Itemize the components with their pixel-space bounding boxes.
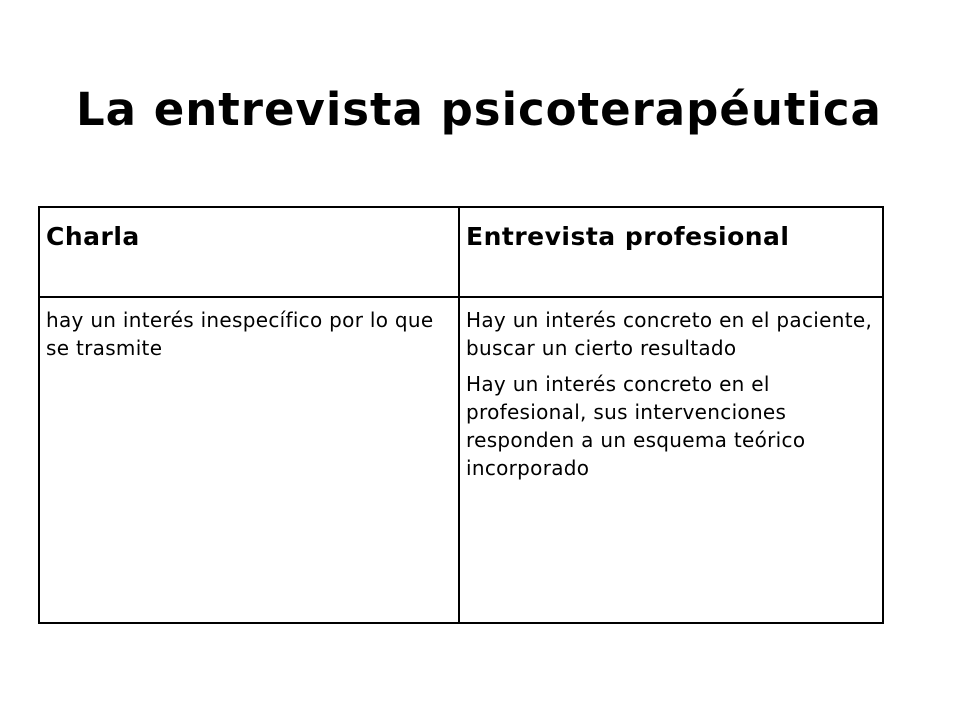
cell-profesional bbox=[459, 297, 883, 623]
table-row bbox=[39, 297, 883, 623]
slide-title: La entrevista psicoterapéutica bbox=[76, 83, 882, 136]
header-cell-charla bbox=[39, 207, 459, 297]
header-label-profesional: Entrevista profesional bbox=[466, 222, 790, 251]
header-cell-profesional bbox=[459, 207, 883, 297]
header-label-charla: Charla bbox=[46, 222, 140, 251]
profesional-text-1: Hay un interés concreto en el paciente, buscar un cierto resultado bbox=[466, 308, 873, 360]
table-header-row bbox=[39, 207, 883, 297]
profesional-text-2: Hay un interés concreto en el profesional, sus intervenciones responden a un esquema teórico incorporado bbox=[466, 372, 806, 480]
cell-charla bbox=[39, 297, 459, 623]
comparison-table bbox=[38, 206, 884, 624]
charla-text: hay un interés inespecífico por lo que se trasmite bbox=[46, 308, 434, 360]
